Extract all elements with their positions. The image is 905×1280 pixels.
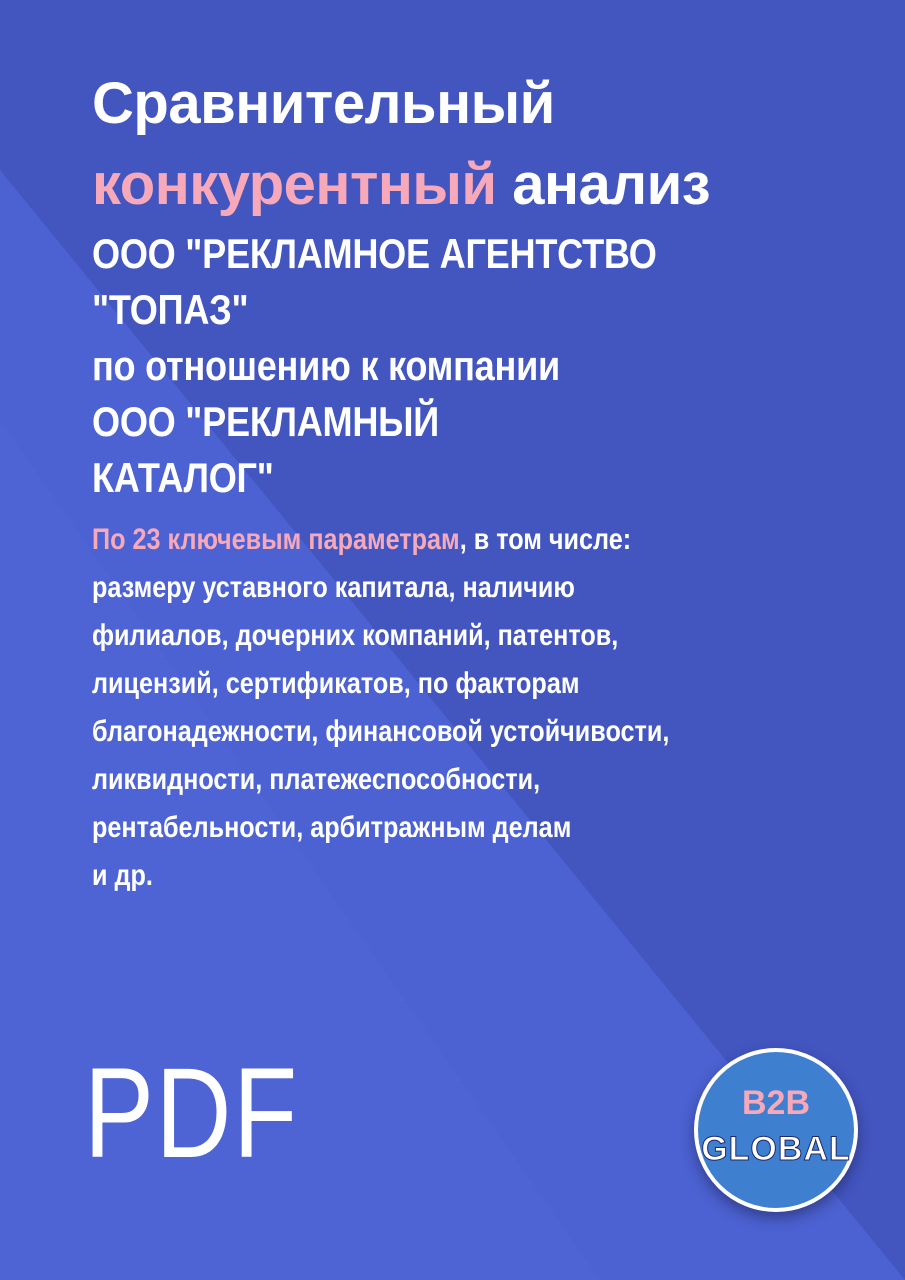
relation-line-2: ООО "РЕКЛАМНЫЙ [92, 398, 439, 445]
params-line: и др. [92, 859, 153, 892]
subject-company-line-1: ООО "РЕКЛАМНОЕ АГЕНТСТВО [92, 230, 657, 277]
params-line: рентабельности, арбитражным делам [92, 811, 572, 844]
subject-company-line-2: "ТОПАЗ" [92, 286, 249, 333]
subject-company [92, 226, 866, 338]
title-accent: конкурентный [92, 152, 497, 217]
badge-line-2: GLOBAL [701, 1130, 851, 1168]
params-line-0 [92, 516, 848, 564]
cover-content [92, 62, 882, 900]
relation-line-1: по отношению к компании [92, 342, 560, 389]
title-rest: анализ [496, 152, 711, 217]
pdf-format-label: PDF [84, 1042, 299, 1185]
relation-line-3: КАТАЛОГ" [92, 454, 274, 501]
params-line: филиалов, дочерних компаний, патентов, [92, 619, 619, 652]
parameters-description [92, 516, 848, 900]
params-line: благонадежности, финансовой устойчивости, [92, 715, 670, 748]
params-line: лицензий, сертификатов, по факторам [92, 667, 580, 700]
badge-line-1: B2B [741, 1084, 811, 1122]
title-line-2 [92, 146, 882, 224]
params-line: размеру уставного капитала, наличию [92, 571, 575, 604]
params-accent: По 23 ключевым параметрам [92, 523, 460, 556]
params-lead: , в том числе: [459, 523, 632, 556]
target-company [92, 338, 866, 506]
title-line-1: Сравнительный [92, 71, 555, 136]
b2b-global-logo-badge [694, 1048, 858, 1212]
params-line: ликвидности, платежеспособности, [92, 763, 541, 796]
